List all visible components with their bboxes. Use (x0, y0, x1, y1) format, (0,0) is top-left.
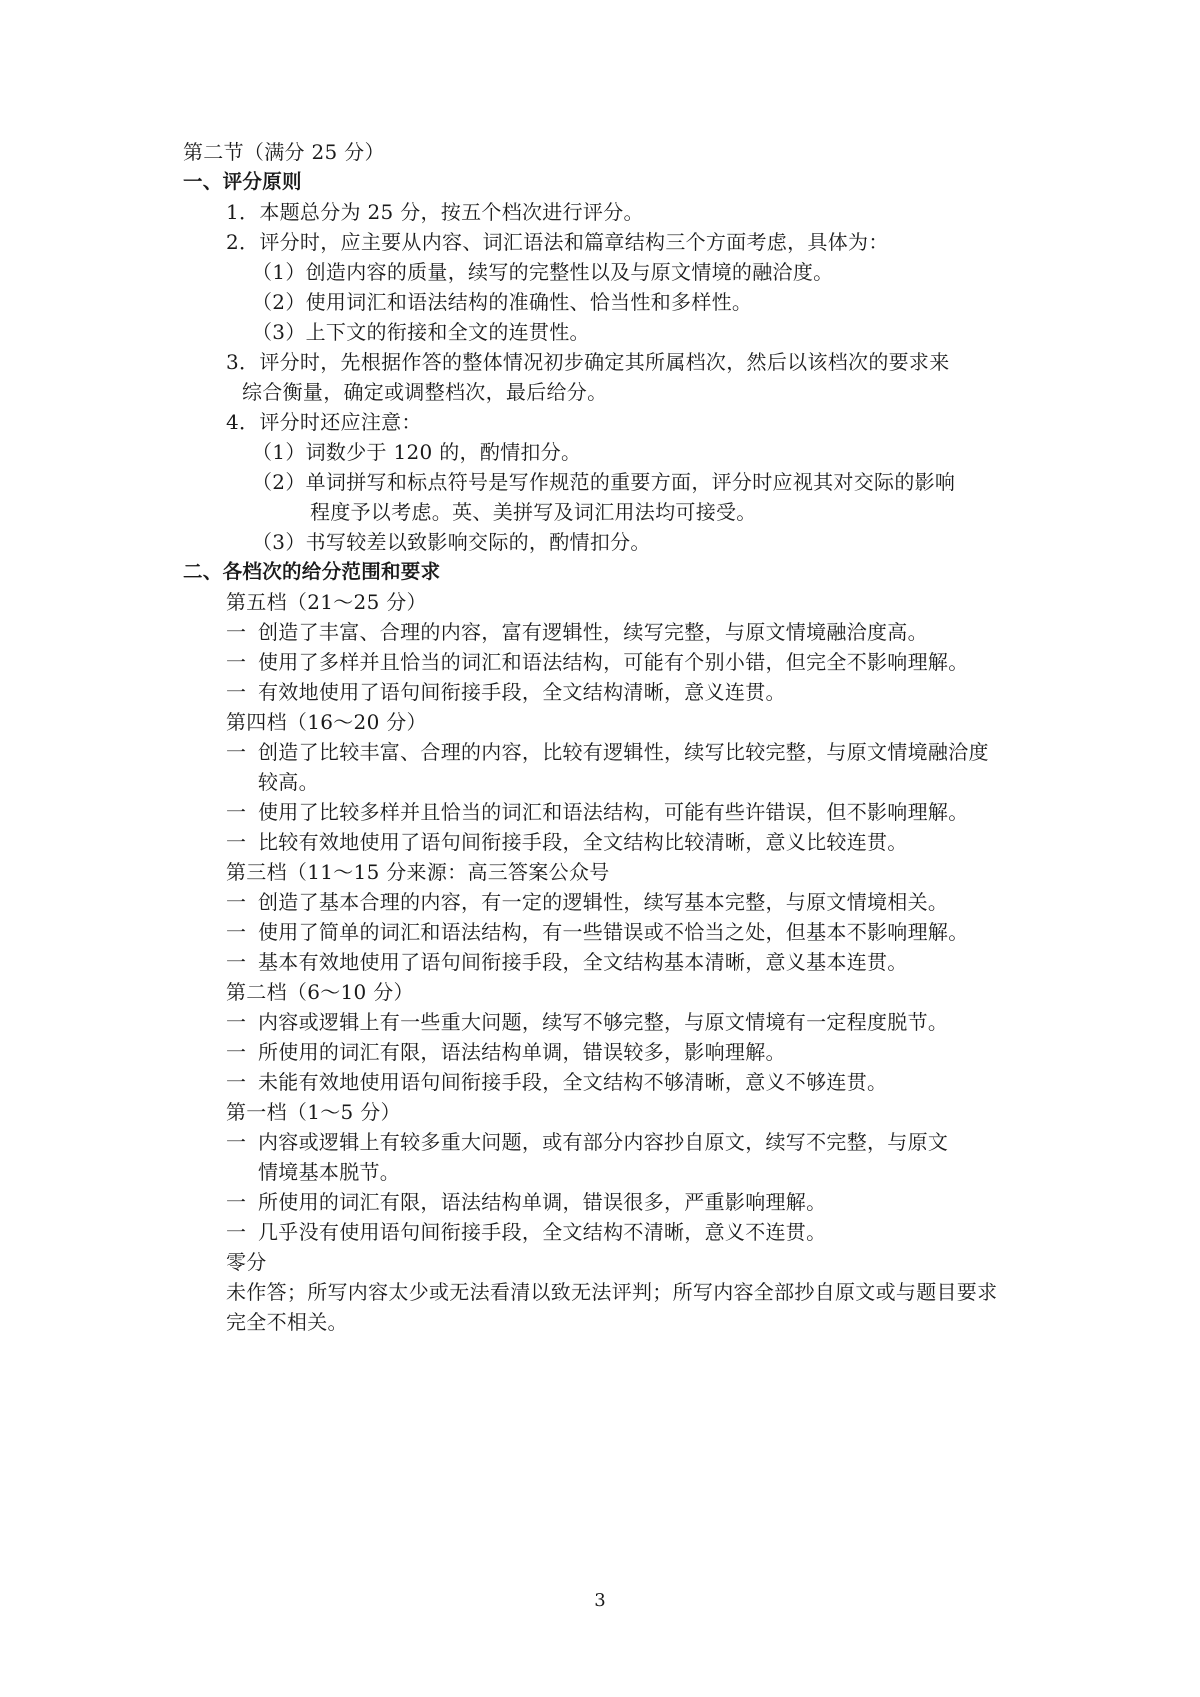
grade-3-criterion-3: 一 基本有效地使用了语句间衔接手段，全文结构基本清晰，意义基本连贯。 (226, 950, 908, 974)
grade-1-title: 第一档（1～5 分） (226, 1100, 401, 1124)
grade-5-criterion-1: 一 创造了丰富、合理的内容，富有逻辑性，续写完整，与原文情境融洽度高。 (226, 620, 928, 644)
dash-bullet: 一 (226, 920, 247, 944)
grade-5-title: 第五档（21～25 分） (226, 590, 427, 614)
rule-item-4-sub-2-line-2: 程度予以考虑。英、美拼写及词汇用法均可接受。 (310, 500, 757, 524)
dash-bullet: 一 (226, 950, 247, 974)
rule-item-1: 1．本题总分为 25 分，按五个档次进行评分。 (226, 200, 644, 224)
grade-2-criterion-2: 一 所使用的词汇有限，语法结构单调，错误较多，影响理解。 (226, 1040, 786, 1064)
dash-bullet: 一 (226, 1220, 247, 1244)
grade-4-title: 第四档（16～20 分） (226, 710, 427, 734)
dash-bullet: 一 (226, 1130, 247, 1154)
dash-bullet: 一 (226, 740, 247, 764)
grade-0-description-line-1: 未作答；所写内容太少或无法看清以致无法评判；所写内容全部抄自原文或与题目要求 (226, 1280, 998, 1304)
rule-item-3-line-1: 3．评分时，先根据作答的整体情况初步确定其所属档次，然后以该档次的要求来 (226, 350, 950, 374)
section-header: 第二节（满分 25 分） (183, 140, 385, 164)
grade-1-criterion-1-line-2: 情境基本脱节。 (258, 1160, 401, 1184)
grade-2-title: 第二档（6～10 分） (226, 980, 414, 1004)
grade-4-criterion-2: 一 使用了比较多样并且恰当的词汇和语法结构，可能有些许错误，但不影响理解。 (226, 800, 969, 824)
dash-bullet: 一 (226, 830, 247, 854)
dash-bullet: 一 (226, 800, 247, 824)
grade-2-criterion-1: 一 内容或逻辑上有一些重大问题，续写不够完整，与原文情境有一定程度脱节。 (226, 1010, 949, 1034)
rule-item-4: 4．评分时还应注意： (226, 410, 422, 434)
grade-5-criterion-3: 一 有效地使用了语句间衔接手段，全文结构清晰，意义连贯。 (226, 680, 786, 704)
grade-4-criterion-1-line-2: 较高。 (258, 770, 319, 794)
rule-item-4-sub-1: （1）词数少于 120 的，酌情扣分。 (252, 440, 582, 464)
part1-heading: 一、评分原则 (183, 170, 302, 193)
rule-item-3-line-2: 综合衡量，确定或调整档次，最后给分。 (242, 380, 608, 404)
dash-bullet: 一 (226, 680, 247, 704)
grade-0-title: 零分 (226, 1250, 267, 1274)
rule-item-2-sub-1: （1）创造内容的质量，续写的完整性以及与原文情境的融洽度。 (252, 260, 834, 284)
grade-5-criterion-2: 一 使用了多样并且恰当的词汇和语法结构，可能有个别小错，但完全不影响理解。 (226, 650, 969, 674)
grade-1-criterion-1-line-1: 一 内容或逻辑上有较多重大问题，或有部分内容抄自原文，续写不完整，与原文 (226, 1130, 949, 1154)
rule-item-2-sub-2: （2）使用词汇和语法结构的准确性、恰当性和多样性。 (252, 290, 753, 314)
dash-bullet: 一 (226, 1190, 247, 1214)
dash-bullet: 一 (226, 650, 247, 674)
grade-3-title: 第三档（11～15 分来源：高三答案公众号 (226, 860, 610, 884)
grade-1-criterion-3: 一 几乎没有使用语句间衔接手段，全文结构不清晰，意义不连贯。 (226, 1220, 827, 1244)
dash-bullet: 一 (226, 620, 247, 644)
grade-4-criterion-3: 一 比较有效地使用了语句间衔接手段，全文结构比较清晰，意义比较连贯。 (226, 830, 908, 854)
grade-0-description-line-2: 完全不相关。 (226, 1310, 348, 1334)
grade-3-criterion-1: 一 创造了基本合理的内容，有一定的逻辑性，续写基本完整，与原文情境相关。 (226, 890, 949, 914)
dash-bullet: 一 (226, 1040, 247, 1064)
dash-bullet: 一 (226, 1070, 247, 1094)
rule-item-2: 2．评分时，应主要从内容、词汇语法和篇章结构三个方面考虑，具体为： (226, 230, 889, 254)
grade-2-criterion-3: 一 未能有效地使用语句间衔接手段，全文结构不够清晰，意义不够连贯。 (226, 1070, 888, 1094)
rule-item-4-sub-3: （3）书写较差以致影响交际的，酌情扣分。 (252, 530, 651, 554)
part2-heading: 二、各档次的给分范围和要求 (183, 560, 441, 583)
rule-item-4-sub-2-line-1: （2）单词拼写和标点符号是写作规范的重要方面，评分时应视其对交际的影响 (252, 470, 956, 494)
grade-4-criterion-1-line-1: 一 创造了比较丰富、合理的内容，比较有逻辑性，续写比较完整，与原文情境融洽度 (226, 740, 989, 764)
grade-3-criterion-2: 一 使用了简单的词汇和语法结构，有一些错误或不恰当之处，但基本不影响理解。 (226, 920, 969, 944)
grade-1-criterion-2: 一 所使用的词汇有限，语法结构单调，错误很多，严重影响理解。 (226, 1190, 827, 1214)
dash-bullet: 一 (226, 1010, 247, 1034)
rule-item-2-sub-3: （3）上下文的衔接和全文的连贯性。 (252, 320, 590, 344)
page-number: 3 (594, 1590, 606, 1611)
dash-bullet: 一 (226, 890, 247, 914)
